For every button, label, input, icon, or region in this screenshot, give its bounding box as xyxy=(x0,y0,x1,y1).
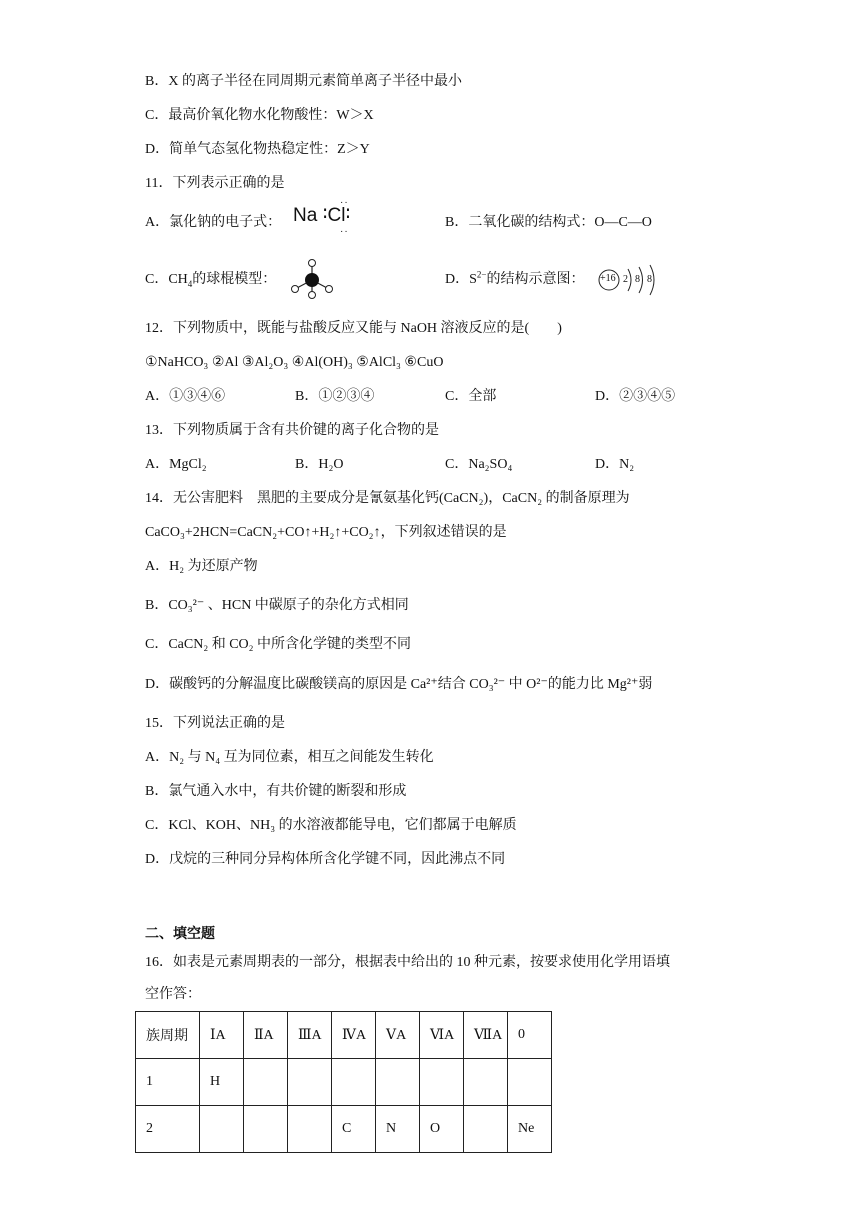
q16-stem-line1: 16．如表是元素周期表的一部分，根据表中给出的 10 种元素，按要求使用化学用语填 xyxy=(145,955,670,970)
table-cell: 2 xyxy=(136,1106,200,1153)
header-cell-group-0: 0 xyxy=(508,1012,552,1059)
q12-option-c: C．全部 xyxy=(445,389,497,404)
shell-1-electrons: 2 xyxy=(623,274,628,285)
section-heading-fill-in: 二、填空题 xyxy=(145,927,215,942)
table-row xyxy=(136,1059,552,1106)
q12-option-b: B．①②③④ xyxy=(295,389,375,404)
q11-option-c xyxy=(145,271,276,289)
q12-option-d: D．②③④⑤ xyxy=(595,389,676,404)
na-symbol: Na xyxy=(293,205,318,226)
periodic-table-fragment xyxy=(135,1011,552,1153)
header-cell-group-1a: ⅠA xyxy=(200,1012,244,1059)
q12-stem: 12．下列物质中，既能与盐酸反应又能与 NaOH 溶液反应的是( ) xyxy=(145,321,562,336)
q13-option-a: A．MgCl₂ xyxy=(145,457,207,472)
table-header-row xyxy=(136,1012,552,1059)
q14-option-b: B．CO₃²⁻ 、HCN 中碳原子的杂化方式相同 xyxy=(145,598,409,613)
q13-option-d: D．N₂ xyxy=(595,457,635,472)
table-cell: C xyxy=(332,1106,376,1153)
q14-option-a: A．H₂ 为还原产物 xyxy=(145,559,258,574)
q14-option-c: C．CaCN₂ 和 CO₂ 中所含化学键的类型不同 xyxy=(145,637,412,652)
table-cell: N xyxy=(376,1106,420,1153)
q10-option-c: C．最高价氧化物水化物酸性：W＞X xyxy=(145,108,374,123)
q11-c-label-post: 的球棍模型： xyxy=(192,272,277,287)
header-cell-group-7a: ⅦA xyxy=(464,1012,508,1059)
q13-stem: 13．下列物质属于含有共价键的离子化合物的是 xyxy=(145,423,439,438)
q13-option-c: C．Na₂SO₄ xyxy=(445,457,513,472)
table-cell xyxy=(288,1059,332,1106)
header-cell-group-4a: ⅣA xyxy=(332,1012,376,1059)
header-cell-group-5a: ⅤA xyxy=(376,1012,420,1059)
table-cell xyxy=(508,1059,552,1106)
q16-stem-line2: 空作答： xyxy=(145,987,201,1002)
q15-option-b: B．氯气通入水中，有共价键的断裂和形成 xyxy=(145,784,407,799)
table-cell xyxy=(464,1106,508,1153)
header-cell-group-6a: ⅥA xyxy=(420,1012,464,1059)
table-cell: O xyxy=(420,1106,464,1153)
q12-items: ①NaHCO₃ ②Al ③Al₂O₃ ④Al(OH)₃ ⑤AlCl₃ ⑥CuO xyxy=(145,355,444,370)
q12-option-a: A．①③④⑥ xyxy=(145,389,226,404)
q11-option-a-label: A．氯化钠的电子式： xyxy=(145,215,282,230)
table-cell xyxy=(332,1059,376,1106)
q14-stem-line2: CaCO₃+2HCN=CaCN₂+CO↑+H₂↑+CO₂↑，下列叙述错误的是 xyxy=(145,525,507,540)
q10-option-d: D．简单气态氢化物热稳定性：Z＞Y xyxy=(145,142,370,157)
q11-option-a xyxy=(145,214,281,232)
q15-option-a: A．N₂ 与 N₄ 互为同位素，相互之间能发生转化 xyxy=(145,750,434,765)
nacl-electron-formula: Na ∶Cl∶ ·· ·· xyxy=(293,197,351,237)
q11-stem: 11．下列表示正确的是 xyxy=(145,176,285,191)
table-cell: 1 xyxy=(136,1059,200,1106)
table-cell: H xyxy=(200,1059,244,1106)
q11-option-b: B．二氧化碳的结构式：O—C—O xyxy=(445,215,652,230)
table-cell xyxy=(376,1059,420,1106)
table-cell xyxy=(288,1106,332,1153)
table-cell: Ne xyxy=(508,1106,552,1153)
q11-d-label-sup: 2− xyxy=(476,269,487,280)
q10-option-b: B．X 的离子半径在同周期元素简单离子半径中最小 xyxy=(145,74,462,89)
header-cell-group-3a: ⅢA xyxy=(288,1012,332,1059)
shell-3-electrons: 8 xyxy=(647,274,652,285)
q11-d-label-pre: D．S xyxy=(445,272,477,287)
table-cell xyxy=(464,1059,508,1106)
q15-option-c: C．KCl、KOH、NH₃ 的水溶液都能导电，它们都属于电解质 xyxy=(145,818,517,833)
table-cell xyxy=(200,1106,244,1153)
q14-stem-line1: 14．无公害肥料 黑肥的主要成分是氰氨基化钙(CaCN₂)，CaCN₂ 的制备原理为 xyxy=(145,491,630,506)
q11-d-label-post: 的结构示意图： xyxy=(486,272,585,287)
shell-2-electrons: 8 xyxy=(635,274,640,285)
header-cell-group-2a: ⅡA xyxy=(244,1012,288,1059)
table-cell xyxy=(420,1059,464,1106)
table-cell xyxy=(244,1059,288,1106)
q14-option-d: D．碳酸钙的分解温度比碳酸镁高的原因是 Ca²⁺结合 CO₃²⁻ 中 O²⁻的能力比 Mg²⁺弱 xyxy=(145,677,653,692)
ch4-ball-stick-model xyxy=(287,258,337,302)
cl-symbol: Cl xyxy=(327,205,346,226)
q13-option-b: B．H₂O xyxy=(295,457,344,472)
table-cell xyxy=(244,1106,288,1153)
q15-stem: 15．下列说法正确的是 xyxy=(145,716,285,731)
q11-c-label-sub: 4 xyxy=(187,278,193,289)
table-row xyxy=(136,1106,552,1153)
q11-c-label-pre: C．CH xyxy=(145,272,188,287)
nucleus-charge: +16 xyxy=(600,273,616,284)
q11-option-d xyxy=(445,271,584,289)
q15-option-d: D．戊烷的三种同分异构体所含化学键不同，因此沸点不同 xyxy=(145,852,506,867)
sulfide-ion-structure-diagram xyxy=(598,263,662,297)
header-cell-period-group: 族周期 xyxy=(136,1012,200,1059)
